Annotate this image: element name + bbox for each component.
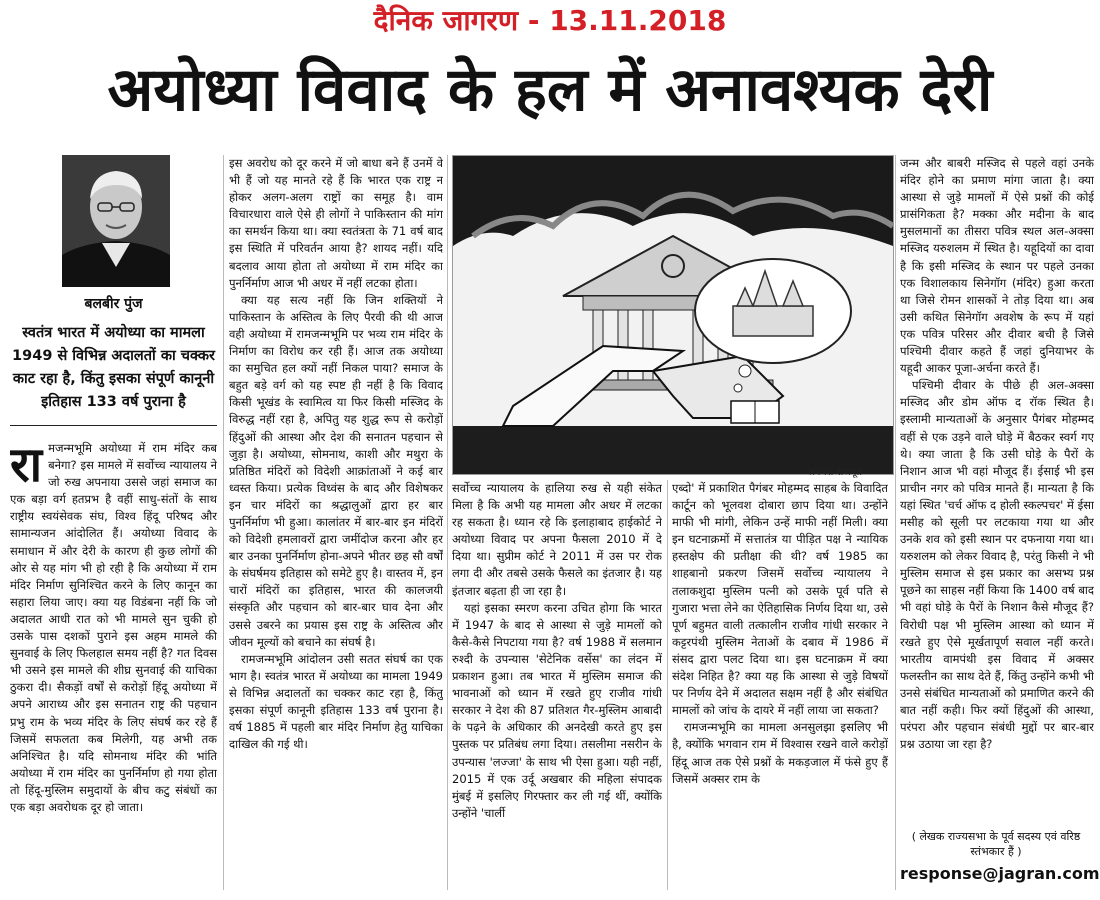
column-divider — [667, 480, 668, 890]
paragraph: मजन्मभूमि अयोध्या में राम मंदिर कब बनेगा? इस मामले में सर्वोच्च न्यायालय ने जो रुख अपनाया उससे जहां समाज का एक बड़ा वर्ग हतप्रभ है वहीं साधु-संतों के साथ राष्ट्रीय स्वयंसेवक संघ, विश्व हिंदू परिषद और सामान्यजन आंदोलित हैं। अयोध्या विवाद के समाधान में और देरी के कारण ही कुछ लोगों की ओर से यह मांग भी हो रही है कि अयोध्या में राम मंदिर निर्माण सुनिश्चित करने के लिए कानून का सहारा लिया जाए। क्या यह विडंबना नहीं कि जो अदालत आधी रात को भी मामले सुन चुकी हो उसके पास दशकों पुराने इस अहम मामले की सुनवाई के लिए फिलहाल समय नहीं है? गत दिवस भी उसने इस मामले की शीघ्र सुनवाई की याचिका ठुकरा दी। सैकड़ों वर्षों से करोड़ों हिंदू अयोध्या में अपने आराध्य और इस सनातन राष्ट्र की पहचान प्रभु राम के भव्य मंदिर के लिए संघर्ष कर रहे हैं जिसमें सफलता कब मिलेगी, यह अभी तक अनिश्चित है। यदि सोमनाथ मंदिर की भांति अयोध्या में राम मंदिर का पुनर्निर्माण हो गया होता तो हिंदू-मुस्लिम समुदायों के बीच कटु संबंधों का एक बड़ा अवरोधक दूर हो जाता। — [10, 441, 217, 814]
paragraph: पश्चिमी दीवार के पीछे ही अल-अक्सा मस्जिद और डोम ऑफ द रॉक स्थित है। इस्लामी मान्यताओं के अनुसार पैगंबर मोहम्मद वहीं से एक उड़ने वाले घोड़े में बैठकर स्वर्ग गए थे। क्या जाता है कि उसी घोड़े के पैरों के निशान आज भी वहां मौजूद हैं। ईसाई भी इस प्राचीन नगर को पवित्र मानते हैं। मान्यता है कि यहां स्थित 'चर्च ऑफ द होली स्कल्पचर' में ईसा मसीह को सूली पर लटकाया गया था और उनके शव को इसी स्थान पर दफनाया गया था। यरुशलम को लेकर विवाद है, परंतु किसी ने भी मुस्लिम समाज से इस प्रकार का असभ्य प्रश्न पूछने का साहस नहीं किया कि 1400 वर्ष बाद भी वहां घोड़े के पैरों के निशान कैसे मौजूद हैं? विरोधी पक्ष भी मुस्लिम आस्था को ध्यान में रखते हुए ऐसे मूर्खतापूर्ण सवाल नहीं करते। भारतीय वामपंथी इस विवाद में अक्सर फलस्तीन का साथ देते हैं, किंतु उन्होंने कभी भी उनसे संबंधित मान्यताओं को प्रमाणित करने की बात नहीं कही। फिर क्यों हिंदुओं की आस्था, परंपरा और पहचान संबंधी मुद्दों पर बार-बार प्रश्न उठाया जा रहा है? — [900, 378, 1094, 752]
column-divider — [223, 155, 224, 890]
author-photo — [62, 155, 170, 287]
article-column-2 — [229, 155, 443, 892]
deck-divider — [10, 425, 217, 426]
column-divider — [447, 155, 448, 890]
author-portrait-icon — [62, 155, 170, 287]
paragraph: क्या यह सत्य नहीं कि जिन शक्तियों ने पाकिस्तान के अस्तित्व के लिए पैरवी की थी आज वही अयोध्या में रामजन्मभूमि पर भव्य राम मंदिर के निर्माण का विरोध कर रही हैं। आज तक अयोध्या का समुचित हल क्यों नहीं निकल पाया? समाज के बहुत बड़े वर्ग को यह स्पष्ट ही नहीं है कि विवाद किसी भूखंड के स्वामित्व या फिर किसी मस्जिद के विरुद्ध नहीं रहा है, अपितु यह शुद्ध रूप से करोड़ों हिंदुओं की आस्था और देश की सनातन पहचान से जुड़ा है। अयोध्या, सोमनाथ, काशी और मथुरा के प्रतिष्ठित मंदिरों को विदेशी आक्रांताओं ने कई बार ध्वस्त किया। प्रत्येक विध्वंस के बाद और विशेषकर इन चार मंदिरों का श्रद्धालुओं द्वारा हर बार पुनर्निर्माण भी हुआ। कालांतर में बार-बार इन मंदिरों को विदेशी हमलावरों द्वारा जमींदोज करना और हर बार उनका पुनर्निर्माण होना-अपने भीतर छह सौ वर्षों के संघर्षमय इतिहास को समेटे हुए है। वास्तव में, इन चारों मंदिरों का इतिहास, भारत की कालजयी संस्कृति और पहचान को बार-बार घाव देना और उससे उबरने का प्रयास इस राष्ट्र के अस्तित्व और जीवन मूल्यों को बचाने का संघर्ष है। — [229, 292, 443, 649]
paragraph: यहां इसका स्मरण करना उचित होगा कि भारत में 1947 के बाद से आस्था से जुड़े मामलों को कैसे-कैसे निपटाया गया है? वर्ष 1988 में सलमान रुश्दी के उपन्यास 'सेटेनिक वर्सेस' का लंदन में प्रकाशन हुआ। तब भारत में मुस्लिम समाज की भावनाओं को ध्यान में रखते हुए राजीव गांधी सरकार ने देश की 87 प्रतिशत गैर-मुस्लिम आबादी के पढ़ने के अधिकार की अनदेखी करते हुए इस पुस्तक पर प्रतिबंध लगा दिया। तसलीमा नसरीन के उपन्यास 'लज्जा' के साथ भी ऐसा हुआ। यही नहीं, 2015 में एक उर्दू अखबार की महिला संपादक मुंबई में इसलिए गिरफ्तार कर ली गई थीं, क्योंकि उन्होंने 'चार्ली — [452, 600, 662, 820]
illustration-credit: अवधेश राजपूत — [807, 467, 862, 478]
cartoon-illustration — [452, 155, 894, 475]
paragraph: जन्म और बाबरी मस्जिद से पहले वहां उनके मंदिर होने का प्रमाण मांगा जाता है। क्या आस्था से जुड़े मामलों में ऐसे प्रश्नों की कोई प्रासंगिकता है? मक्का और मदीना के बाद मुसलमानों का तीसरा पवित्र स्थल अल-अक्सा मस्जिद यरुशलम में स्थित है। यहूदियों का दावा है कि इसी मस्जिद के स्थान पर पहले उनका एक विशालकाय सिनेगॉग (मंदिर) हुआ करता था जिसे रोमन शासकों ने तोड़ दिया था। अब उसी कथित सिनेगॉग अवशेष के रूप में यहां एक पवित्र परिसर और दीवार बची है जिसे पश्चिमी दीवार कहते हैं जहां दुनियाभर के यहूदी आकर पूजा-अर्चना करते हैं। — [900, 156, 1094, 376]
article-column-1 — [10, 440, 217, 892]
headline: अयोध्या विवाद के हल में अनावश्यक देरी — [107, 55, 993, 125]
byline: बलबीर पुंज — [84, 296, 143, 312]
author-note: ( लेखक राज्यसभा के पूर्व सदस्य एवं वरिष्ठ स्तंभकार हैं ) — [911, 830, 1081, 858]
article-column-3 — [452, 480, 662, 892]
paragraph: एब्दो' में प्रकाशित पैगंबर मोहम्मद साहब के विवादित कार्टून को भूलवश दोबारा छाप दिया था। उन्होंने माफी भी मांगी, लेकिन उन्हें माफी नहीं मिली। क्या इन घटनाक्रमों में सत्तातंत्र या पीड़ित पक्ष ने न्यायिक हस्तक्षेप की प्रतीक्षा की थी? वर्ष 1985 का शाहबानो प्रकरण जिसमें सर्वोच्च न्यायालय ने तलाकशुदा मुस्लिम पत्नी को उसके पूर्व पति से गुजारा भत्ता लेने का ऐतिहासिक निर्णय दिया था, उसे पूर्ण बहुमत वाली तत्कालीन राजीव गांधी सरकार ने कट्टरपंथी मुस्लिम नेताओं के दबाव में 1986 में संसद द्वारा पलट दिया था। इस घटनाक्रम में क्या संदेश निहित है? क्या यह कि आस्था से जुड़े विषयों पर निर्णय देने में अदालत सक्षम नहीं है और संबंधित मामलों को जांच के दायरे में नहीं लाया जा सकता? — [672, 481, 888, 718]
supreme-court-temple-cartoon-icon — [453, 156, 893, 474]
article-column-5 — [900, 155, 1094, 825]
paragraph: रामजन्मभूमि का मामला अनसुलझा इसलिए भी है, क्योंकि भगवान राम में विश्वास रखने वाले करोड़ों हिंदू आज तक ऐसे प्रश्नों के मकड़जाल में फंसे हुए हैं जिसमें अक्सर राम के — [672, 720, 888, 786]
dropcap: रा — [10, 440, 43, 493]
paragraph: रामजन्मभूमि आंदोलन उसी सतत संघर्ष का एक भाग है। स्वतंत्र भारत में अयोध्या का मामला 1949 से विभिन्न अदालतों का चक्कर काट रहा है, किंतु इसका संपूर्ण कानूनी इतिहास 133 वर्ष पुराना है। वर्ष 1885 में पहली बार मंदिर निर्माण हेतु याचिका दाखिल की गई थी। — [229, 651, 443, 752]
response-email: response@jagran.com — [900, 864, 1100, 883]
masthead: दैनिक जागरण - 13.11.2018 — [373, 4, 727, 37]
deck: स्वतंत्र भारत में अयोध्या का मामला 1949 से विभिन्न अदालतों का चक्कर काट रहा है, किंतु इसका संपूर्ण कानूनी इतिहास 133 वर्ष पुराना है — [12, 325, 215, 410]
article-column-4 — [672, 480, 888, 892]
paragraph: इस अवरोध को दूर करने में जो बाधा बने हैं उनमें वे भी हैं जो यह मानते रहे हैं कि भारत एक राष्ट्र न होकर अलग-अलग राष्ट्रों का समूह है। वाम विचारधारा वाले ऐसे ही लोगों ने पाकिस्तान की मांग का समर्थन किया था। क्या स्वतंत्रता के 71 वर्ष बाद इस स्थिति में परिवर्तन आया है? शायद नहीं। यदि बदलाव आया होता तो अयोध्या में राम मंदिर का पुनर्निर्माण आज भी अधर में नहीं लटका होता। — [229, 156, 443, 290]
paragraph: सर्वोच्च न्यायालय के हालिया रुख से यही संकेत मिला है कि अभी यह मामला और अधर में लटका रह सकता है। ध्यान रहे कि इलाहाबाद हाईकोर्ट ने अयोध्या विवाद पर अपना फैसला 2010 में दे दिया था। सुप्रीम कोर्ट ने 2011 में उस पर रोक लगा दी और तबसे उसके फैसले का इंतजार है। यह इंतजार बढ़ता ही जा रहा है। — [452, 481, 662, 598]
column-divider — [895, 155, 896, 890]
